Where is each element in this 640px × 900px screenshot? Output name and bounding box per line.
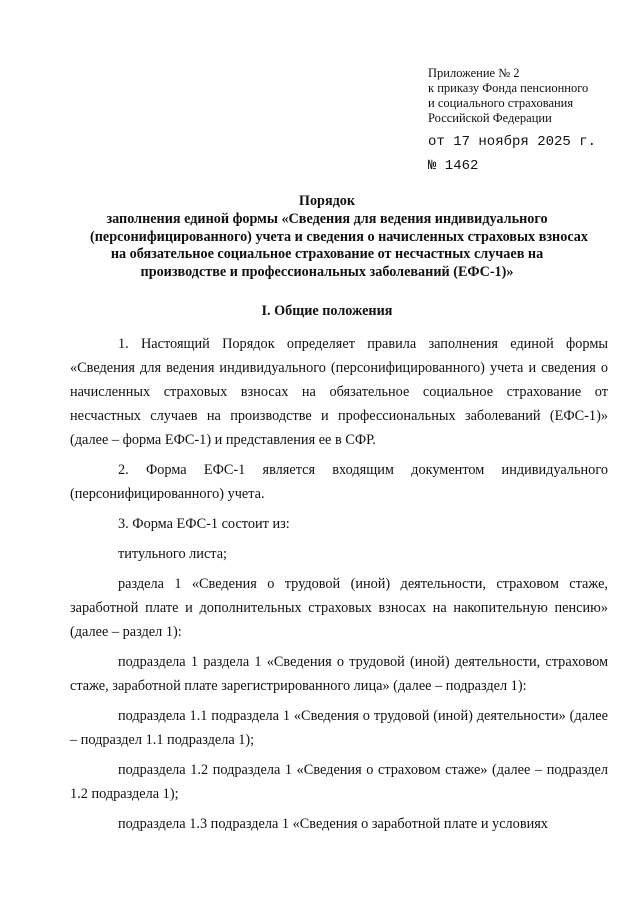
attachment-block [428, 66, 628, 126]
paragraph-1: 1. Настоящий Порядок определяет правила заполнения единой формы «Сведения для ведения индивидуального (персонифицированного) учета и сведения о начисленных страховых взносах на обязательное социальное страхование от несчастных случаев на производстве и профессиональных заболеваний (ЕФС-1)» (далее – форма ЕФС-1) и представления ее в СФР. [70, 336, 608, 448]
document-body [70, 332, 608, 842]
paragraph-9: подраздела 1.3 подраздела 1 «Сведения о заработной плате и условиях [118, 816, 548, 832]
paragraph-3: 3. Форма ЕФС-1 состоит из: [118, 516, 290, 532]
attachment-line-4: Российской Федерации [428, 111, 552, 125]
paragraph-7: подраздела 1.1 подраздела 1 «Сведения о трудовой (иной) деятельности» (далее – подраздел 1.1 подраздела 1); [70, 708, 608, 748]
title-line-3: (персонифицированного) учета и сведения о начисленных страховых взносах [90, 228, 588, 245]
title-line-1: Порядок [298, 193, 356, 209]
title-line-5: производстве и профессиональных заболеваний (ЕФС-1)» [140, 264, 514, 281]
paragraph-6: подраздела 1 раздела 1 «Сведения о трудовой (иной) деятельности, страховом стаже, заработной плате зарегистрированного лица» (далее – подраздел 1): [70, 654, 608, 694]
paragraph-5: раздела 1 «Сведения о трудовой (иной) деятельности, страховом стаже, заработной плате и дополнительных страховых взносах на накопительную пенсию» (далее – раздел 1): [70, 576, 608, 640]
paragraph-2: 2. Форма ЕФС-1 является входящим документом индивидуального (персонифицированного) учета. [70, 462, 608, 502]
document-title [90, 193, 588, 282]
order-date: от 17 ноября 2025 г. [428, 134, 597, 150]
title-line-2: заполнения единой формы «Сведения для ведения индивидуального [106, 210, 548, 227]
order-number: № 1462 [428, 158, 479, 174]
attachment-line-1: Приложение № 2 [428, 66, 520, 80]
attachment-line-3: и социального страхования [428, 96, 574, 110]
attachment-line-2: к приказу Фонда пенсионного [428, 81, 589, 95]
section-heading: I. Общие положения [261, 303, 393, 319]
title-line-4: на обязательное социальное страхование от несчастных случаев на [110, 246, 544, 263]
paragraph-4: титульного листа; [118, 546, 228, 562]
paragraph-8: подраздела 1.2 подраздела 1 «Сведения о страховом стаже» (далее – подраздел 1.2 подраздела 1); [70, 762, 608, 802]
